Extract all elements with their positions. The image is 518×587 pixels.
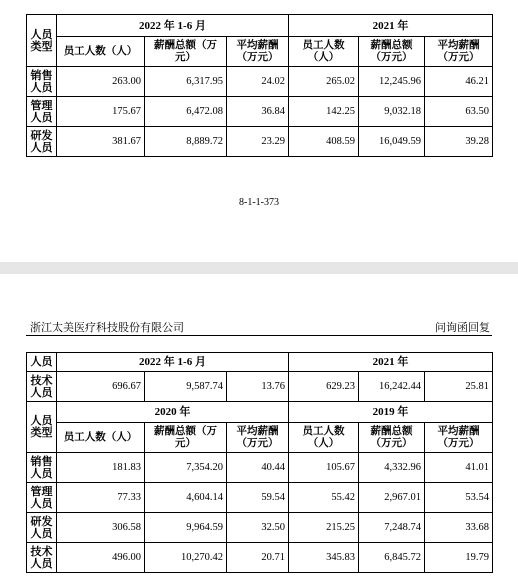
table-row: [27, 543, 493, 573]
col-header-total-salary: 薪酬总额（万元）: [145, 37, 227, 67]
cell: 33.68: [425, 513, 493, 543]
cell: 9,587.74: [145, 372, 227, 402]
cell: 8,889.72: [145, 127, 227, 157]
cell: 23.29: [227, 127, 289, 157]
cell: 4,604.14: [145, 483, 227, 513]
cell: 381.67: [57, 127, 145, 157]
cell: 265.02: [289, 67, 359, 97]
table-row: [27, 372, 493, 402]
cell: 181.83: [57, 453, 145, 483]
cell: 36.84: [227, 97, 289, 127]
cell: 16,242.44: [359, 372, 425, 402]
cell: 19.79: [425, 543, 493, 573]
col-header-total-salary: 薪酬总额（万元）: [359, 423, 425, 453]
cell: 40.44: [227, 453, 289, 483]
cell: 59.54: [227, 483, 289, 513]
cell: 39.28: [425, 127, 493, 157]
table-row: [27, 127, 493, 157]
row-label: 研发人员: [27, 127, 57, 157]
col-header-employees: 员工人数（人）: [289, 423, 359, 453]
table-row: [27, 513, 493, 543]
period-header-2022h1: 2022 年 1-6 月: [57, 353, 289, 372]
company-name: 浙江太美医疗科技股份有限公司: [30, 322, 184, 334]
row-label: 销售人员: [27, 453, 57, 483]
col-header-employees: 员工人数（人）: [57, 37, 145, 67]
document-page-1: [0, 0, 518, 262]
cell: 7,354.20: [145, 453, 227, 483]
category-header: 人员类型: [27, 402, 57, 453]
cell: 20.71: [227, 543, 289, 573]
cell: 41.01: [425, 453, 493, 483]
cell: 10,270.42: [145, 543, 227, 573]
cell: 105.67: [289, 453, 359, 483]
row-label: 研发人员: [27, 513, 57, 543]
category-header: 人员类型: [27, 15, 57, 67]
cell: 63.50: [425, 97, 493, 127]
col-header-average-salary: 平均薪酬（万元）: [227, 423, 289, 453]
cell: 263.00: [57, 67, 145, 97]
cell: 306.58: [57, 513, 145, 543]
cell: 408.59: [289, 127, 359, 157]
table-row: [27, 483, 493, 513]
cell: 53.54: [425, 483, 493, 513]
cell: 24.02: [227, 67, 289, 97]
cell: 496.00: [57, 543, 145, 573]
cell: 13.76: [227, 372, 289, 402]
page-separator: [0, 262, 518, 274]
cell: 6,317.95: [145, 67, 227, 97]
col-header-total-salary: 薪酬总额（万元）: [359, 37, 425, 67]
period-header-2021: 2021 年: [289, 15, 493, 37]
page-number: 8-1-1-373: [239, 197, 279, 208]
cell: 55.42: [289, 483, 359, 513]
salary-table-continued: [26, 352, 493, 573]
salary-table-2022-2021: [26, 14, 493, 157]
cell: 7,248.74: [359, 513, 425, 543]
cell: 4,332.96: [359, 453, 425, 483]
cell: 175.67: [57, 97, 145, 127]
cell: 6,845.72: [359, 543, 425, 573]
cell: 16,049.59: [359, 127, 425, 157]
row-label: 技术人员: [27, 372, 57, 402]
document-type: 问询函回复: [435, 322, 490, 334]
col-header-employees: 员工人数（人）: [289, 37, 359, 67]
period-header-2022h1: 2022 年 1-6 月: [57, 15, 289, 37]
cell: 12,245.96: [359, 67, 425, 97]
cell: 142.25: [289, 97, 359, 127]
cell: 2,967.01: [359, 483, 425, 513]
cell: 46.21: [425, 67, 493, 97]
row-label: 管理人员: [27, 483, 57, 513]
cell: 345.83: [289, 543, 359, 573]
col-header-total-salary: 薪酬总额（万元）: [145, 423, 227, 453]
category-header: 人员: [27, 353, 57, 372]
cell: 6,472.08: [145, 97, 227, 127]
col-header-average-salary: 平均薪酬（万元）: [425, 37, 493, 67]
header-rule: [26, 335, 492, 336]
row-label: 管理人员: [27, 97, 57, 127]
row-label: 技术人员: [27, 543, 57, 573]
col-header-employees: 员工人数（人）: [57, 423, 145, 453]
cell: 9,032.18: [359, 97, 425, 127]
document-page-2: [0, 274, 518, 587]
cell: 696.67: [57, 372, 145, 402]
period-header-2020: 2020 年: [57, 402, 289, 423]
cell: 215.25: [289, 513, 359, 543]
cell: 32.50: [227, 513, 289, 543]
col-header-average-salary: 平均薪酬（万元）: [227, 37, 289, 67]
row-label: 销售人员: [27, 67, 57, 97]
table-row: [27, 97, 493, 127]
cell: 25.81: [425, 372, 493, 402]
col-header-average-salary: 平均薪酬（万元）: [425, 423, 493, 453]
table-row: [27, 453, 493, 483]
cell: 9,964.59: [145, 513, 227, 543]
table-row: [27, 67, 493, 97]
period-header-2021: 2021 年: [289, 353, 493, 372]
cell: 629.23: [289, 372, 359, 402]
period-header-2019: 2019 年: [289, 402, 493, 423]
cell: 77.33: [57, 483, 145, 513]
